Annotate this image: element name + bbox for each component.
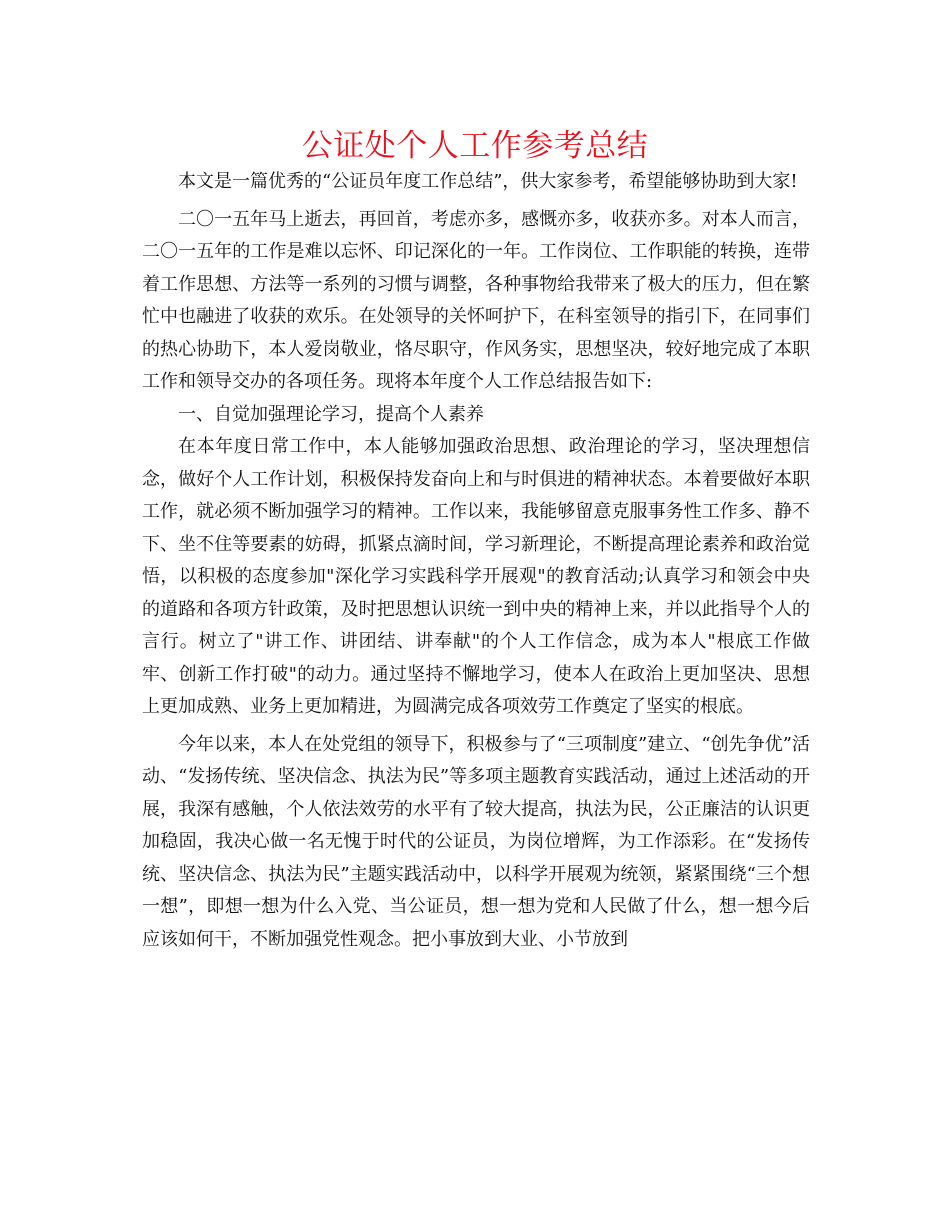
paragraph-overview: 二〇一五年马上逝去，再回首，考虑亦多，感慨亦多，收获亦多。对本人而言，二〇一五年的工作是难以忘怀、印记深化的一年。工作岗位、工作职能的转换，连带着工作思想、方法等一系列的习惯与调整，各种事物给我带来了极大的压力，但在繁忙中也融进了收获的欢乐。在处领导的关怀呵护下，在科室领导的指引下，在同事们的热心协助下，本人爱岗敬业，恪尽职守，作风务实，思想坚决，较好地完成了本职工作和领导交办的各项任务。现将本年度个人工作总结报告如下: [142,208,810,392]
paragraph-activities: 今年以来，本人在处党组的领导下，积极参与了“三项制度”建立、“创先争优”活动、“发扬传统、坚决信念、执法为民”等多项主题教育实践活动，通过上述活动的开展，我深有感触，个人依法效劳的水平有了较大提高，执法为民，公正廉洁的认识更加稳固，我决心做一名无愧于时代的公证员，为岗位增辉，为工作添彩。在“发扬传统、坚决信念、执法为民”主题实践活动中，以科学开展观为统领，紧紧围绕“三个想一想”，即想一想为什么入党、当公证员，想一想为党和人民做了什么，想一想今后应该如何干，不断加强党性观念。把小事放到大业、小节放到 [142,733,810,950]
paragraph-intro: 本文是一篇优秀的“公证员年度工作总结”，供大家参考，希望能够协助到大家! [178,171,798,192]
paragraph-theory-study: 在本年度日常工作中，本人能够加强政治思想、政治理论的学习，坚决理想信念，做好个人工作计划，积极保持发奋向上和与时俱进的精神状态。本着要做好本职工作，就必须不断加强学习的精神。工作以来，我能够留意克服事务性工作多、静不下、坐不住等要素的妨碍，抓紧点滴时间，学习新理论，不断提高理论素养和政治觉悟，以积极的态度参加"深化学习实践科学开展观"的教育活动;认真学习和领会中央的道路和各项方针政策，及时把思想认识统一到中央的精神上来，并以此指导个人的言行。树立了"讲工作、讲团结、讲奉献"的个人工作信念，成为本人"根底工作做牢、创新工作打破"的动力。通过坚持不懈地学习，使本人在政治上更加坚决、思想上更加成熟、业务上更加精进，为圆满完成各项效劳工作奠定了坚实的根底。 [142,436,810,717]
document-title: 公证处个人工作参考总结 [301,128,649,164]
document-body [142,166,810,956]
section-heading-1: 一、自觉加强理论学习，提高个人素养 [178,403,484,425]
